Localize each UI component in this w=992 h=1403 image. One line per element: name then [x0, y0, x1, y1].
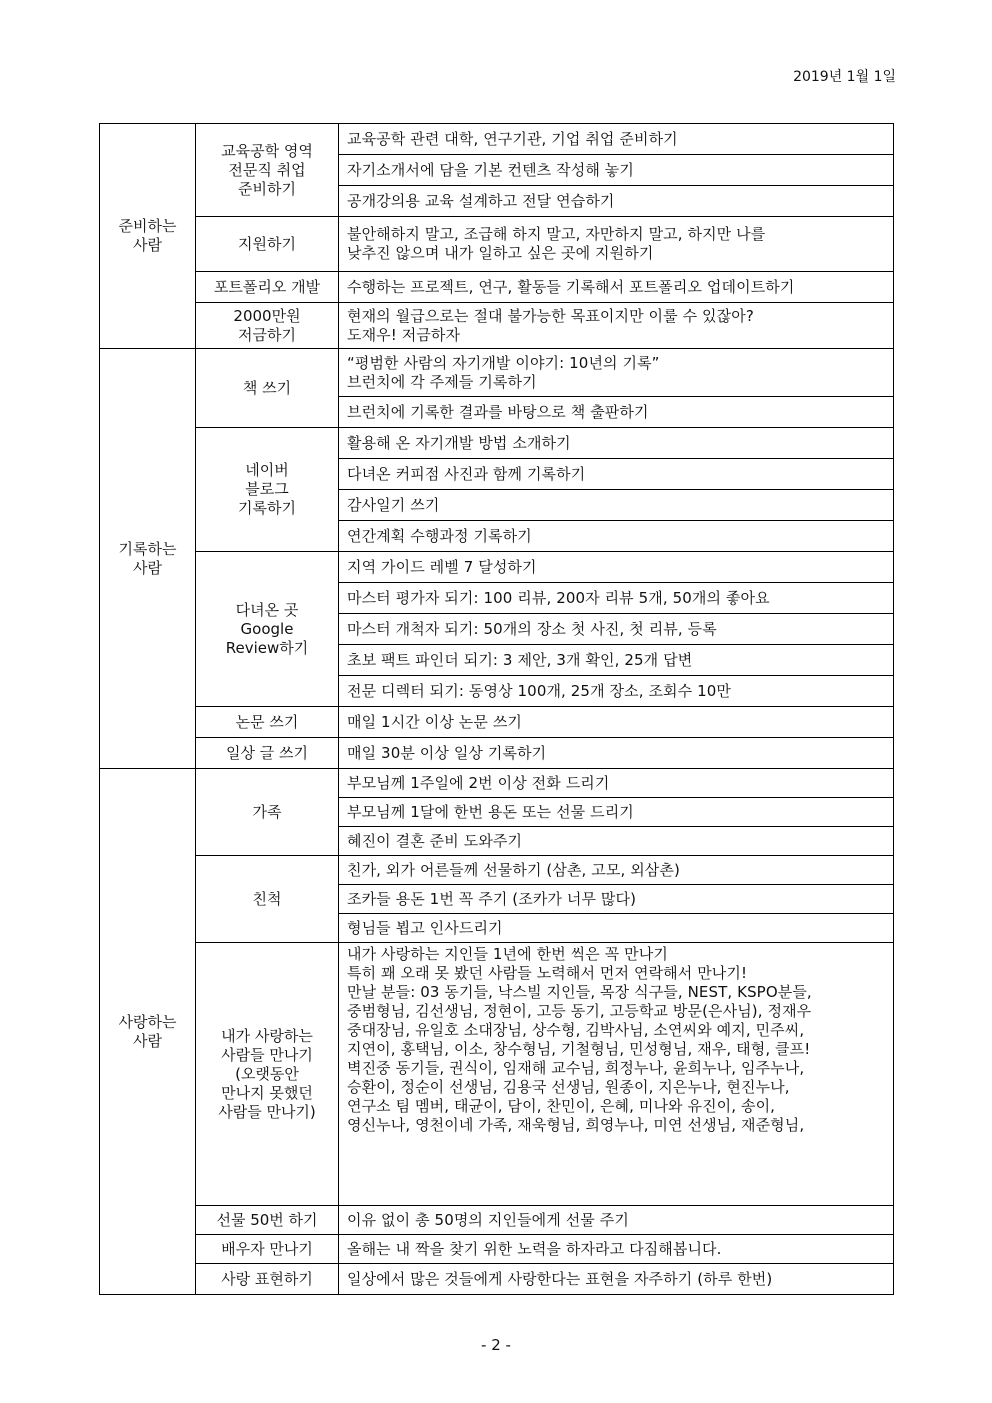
category-cell: 기록하는 사람: [100, 349, 196, 769]
task-cell: 수행하는 프로젝트, 연구, 활동들 기록해서 포트폴리오 업데이트하기: [339, 272, 894, 303]
goal-cell: 네이버 블로그 기록하기: [196, 428, 339, 552]
table-row: [100, 1264, 894, 1295]
page-number: - 2 -: [481, 1336, 511, 1354]
goal-cell: 사랑 표현하기: [196, 1264, 339, 1295]
task-cell: 감사일기 쓰기: [339, 490, 894, 521]
goal-cell: 다녀온 곳 Google Review하기: [196, 552, 339, 707]
task-cell: 형님들 뵙고 인사드리기: [339, 914, 894, 943]
task-cell: 지역 가이드 레벨 7 달성하기: [339, 552, 894, 583]
task-cell: 내가 사랑하는 지인들 1년에 한번 씩은 꼭 만나기 특히 꽤 오래 못 봤던 사람들 노력해서 먼저 연락해서 만나기! 만날 분들: 03 동기들, 낙스빌 지인들, 목장 식구들, NEST, KSPO분들, 중범형님, 김선생님, 정현이, 고등 동기, 고등학교 방문(은사님), 정재우 중대장님, 유일호 소대장님, 상수형, 김박사님, 소연씨와 예지, 민주씨, 지연이, 홍택님, 이소, 창수형님, 기철형님, 민성형님, 재우, 태형, 클프! 벽진중 동기들, 권식이, 임재해 교수님, 희정누나, 윤희누나, 임주누나, 승환이, 정순이 선생님, 김용국 선생님, 원종이, 지은누나, 현진누나, 연구소 팀 멤버, 태균이, 담이, 찬민이, 은혜, 미나와 유진이, 송이, 영신누나, 영천이네 가족, 재욱형님, 희영누나, 미연 선생님, 재준형님,: [339, 943, 894, 1206]
table-row: [100, 272, 894, 303]
task-cell: 교육공학 관련 대학, 연구기관, 기업 취업 준비하기: [339, 124, 894, 155]
goal-cell: 내가 사랑하는 사람들 만나기 (오랫동안 만나지 못했던 사람들 만나기): [196, 943, 339, 1206]
task-cell: 이유 없이 총 50명의 지인들에게 선물 주기: [339, 1206, 894, 1235]
task-cell: “평범한 사람의 자기개발 이야기: 10년의 기록” 브런치에 각 주제들 기록하기: [339, 349, 894, 397]
goal-cell: 교육공학 영역 전문직 취업 준비하기: [196, 124, 339, 217]
task-cell: 다녀온 커피점 사진과 함께 기록하기: [339, 459, 894, 490]
yearly-plan-table: [99, 123, 894, 1295]
goal-cell: 가족: [196, 769, 339, 856]
task-cell: 초보 팩트 파인더 되기: 3 제안, 3개 확인, 25개 답변: [339, 645, 894, 676]
table-row: [100, 707, 894, 738]
goal-cell: 책 쓰기: [196, 349, 339, 428]
task-cell: 브런치에 기록한 결과를 바탕으로 책 출판하기: [339, 397, 894, 428]
goal-cell: 지원하기: [196, 217, 339, 272]
task-cell: 불안해하지 말고, 조급해 하지 말고, 자만하지 말고, 하지만 나를 낮추진 않으며 내가 일하고 싶은 곳에 지원하기: [339, 217, 894, 272]
category-cell: 사랑하는 사람: [100, 769, 196, 1295]
table-row: [100, 217, 894, 272]
table-row: [100, 124, 894, 155]
table-row: [100, 428, 894, 459]
task-cell: 혜진이 결혼 준비 도와주기: [339, 827, 894, 856]
table-row: [100, 856, 894, 885]
goal-cell: 선물 50번 하기: [196, 1206, 339, 1235]
table-row: [100, 769, 894, 798]
category-cell: 준비하는 사람: [100, 124, 196, 349]
table-row: [100, 738, 894, 769]
task-cell: 공개강의용 교육 설계하고 전달 연습하기: [339, 186, 894, 217]
goal-cell: 2000만원 저금하기: [196, 303, 339, 349]
task-cell: 매일 30분 이상 일상 기록하기: [339, 738, 894, 769]
table-row: [100, 552, 894, 583]
table-row: [100, 349, 894, 397]
task-cell: 연간계획 수행과정 기록하기: [339, 521, 894, 552]
task-cell: 자기소개서에 담을 기본 컨텐츠 작성해 놓기: [339, 155, 894, 186]
task-cell: 현재의 월급으로는 절대 불가능한 목표이지만 이룰 수 있잖아? 도재우! 저금하자: [339, 303, 894, 349]
table-row: [100, 303, 894, 349]
task-cell: 올해는 내 짝을 찾기 위한 노력을 하자라고 다짐해봅니다.: [339, 1235, 894, 1264]
task-cell: 일상에서 많은 것들에게 사랑한다는 표현을 자주하기 (하루 한번): [339, 1264, 894, 1295]
task-cell: 부모님께 1달에 한번 용돈 또는 선물 드리기: [339, 798, 894, 827]
document-date: 2019년 1월 1일: [793, 69, 896, 85]
goal-cell: 포트폴리오 개발: [196, 272, 339, 303]
task-cell: 마스터 평가자 되기: 100 리뷰, 200자 리뷰 5개, 50개의 좋아요: [339, 583, 894, 614]
goal-cell: 논문 쓰기: [196, 707, 339, 738]
task-cell: 전문 디렉터 되기: 동영상 100개, 25개 장소, 조회수 10만: [339, 676, 894, 707]
table-row: [100, 943, 894, 1206]
task-cell: 마스터 개척자 되기: 50개의 장소 첫 사진, 첫 리뷰, 등록: [339, 614, 894, 645]
goal-cell: 일상 글 쓰기: [196, 738, 339, 769]
goal-cell: 배우자 만나기: [196, 1235, 339, 1264]
task-cell: 부모님께 1주일에 2번 이상 전화 드리기: [339, 769, 894, 798]
task-cell: 조카들 용돈 1번 꼭 주기 (조카가 너무 많다): [339, 885, 894, 914]
table-row: [100, 1206, 894, 1235]
goal-cell: 친척: [196, 856, 339, 943]
table-row: [100, 1235, 894, 1264]
task-cell: 매일 1시간 이상 논문 쓰기: [339, 707, 894, 738]
task-cell: 활용해 온 자기개발 방법 소개하기: [339, 428, 894, 459]
task-cell: 친가, 외가 어른들께 선물하기 (삼촌, 고모, 외삼촌): [339, 856, 894, 885]
